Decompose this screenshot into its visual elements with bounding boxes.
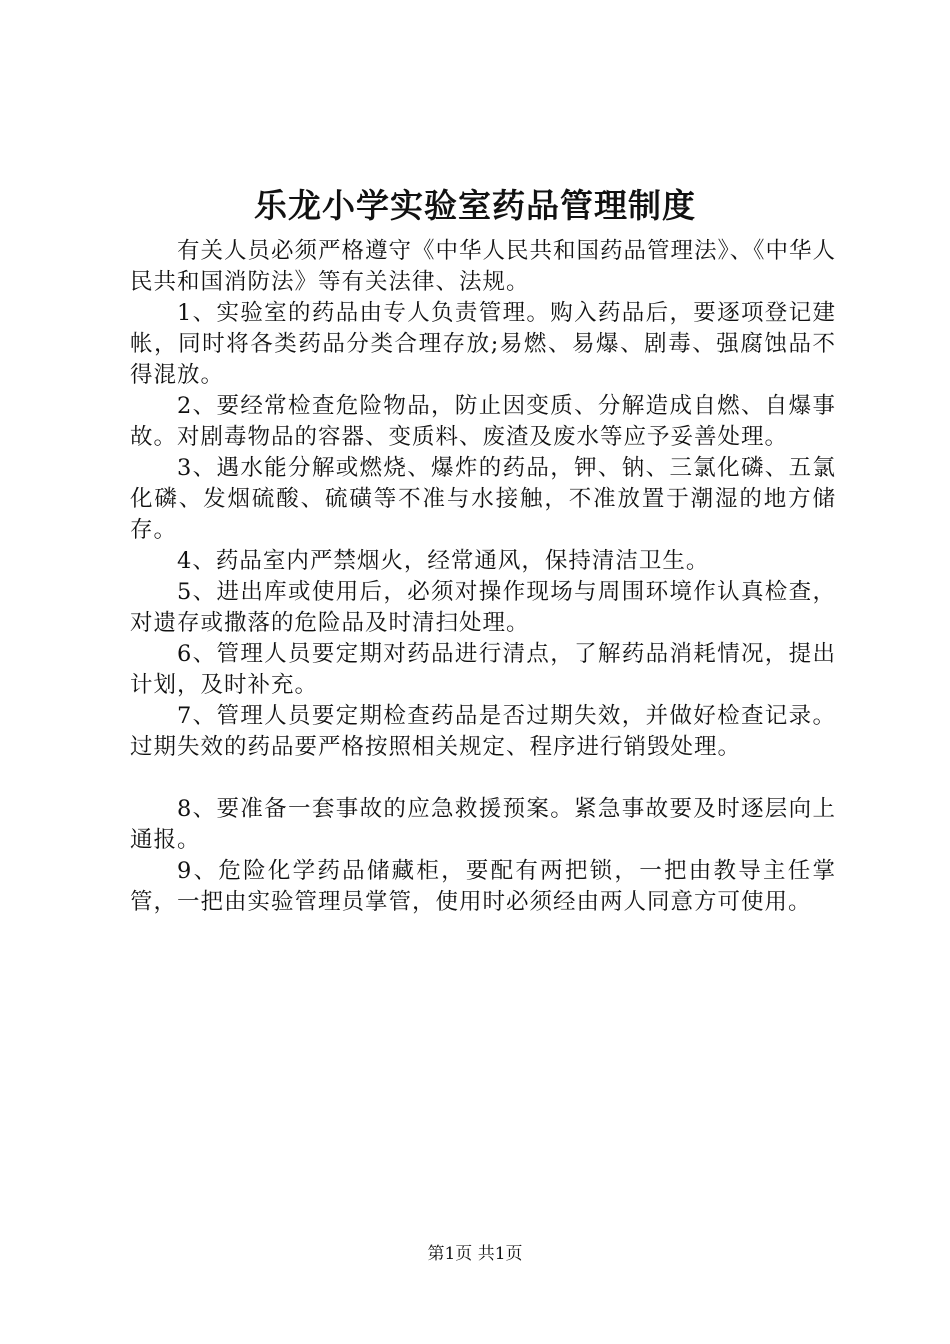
document-title: 乐龙小学实验室药品管理制度 — [254, 186, 696, 225]
document-body — [130, 236, 836, 918]
paragraph-rule-7: 7、管理人员要定期检查药品是否过期失效，并做好检查记录。过期失效的药品要严格按照相关规定、程序进行销毁处理。 — [130, 703, 836, 760]
page-footer: 第1页 共1页 — [427, 1244, 523, 1264]
paragraph-rule-9: 9、危险化学药品储藏柜，要配有两把锁，一把由教导主任掌管，一把由实验管理员掌管，使用时必须经由两人同意方可使用。 — [130, 858, 836, 915]
paragraph-rule-4: 4、药品室内严禁烟火，经常通风，保持清洁卫生。 — [177, 548, 710, 574]
paragraph-rule-5: 5、进出库或使用后，必须对操作现场与周围环境作认真检查，对遗存或撒落的危险品及时清扫处理。 — [130, 579, 836, 636]
paragraph-rule-8: 8、要准备一套事故的应急救援预案。紧急事故要及时逐层向上通报。 — [130, 796, 836, 853]
paragraph-intro: 有关人员必须严格遵守《中华人民共和国药品管理法》、《中华人民共和国消防法》等有关法律、法规。 — [130, 238, 837, 295]
paragraph-rule-1: 1、实验室的药品由专人负责管理。购入药品后，要逐项登记建帐，同时将各类药品分类合理存放;易燃、易爆、剧毒、强腐蚀品不得混放。 — [130, 300, 836, 388]
paragraph-rule-2: 2、要经常检查危险物品，防止因变质、分解造成自燃、自爆事故。对剧毒物品的容器、变质料、废渣及废水等应予妥善处理。 — [130, 393, 836, 450]
paragraph-rule-3: 3、遇水能分解或燃烧、爆炸的药品，钾、钠、三氯化磷、五氯化磷、发烟硫酸、硫磺等不准与水接触，不准放置于潮湿的地方储存。 — [130, 455, 836, 543]
paragraph-rule-6: 6、管理人员要定期对药品进行清点，了解药品消耗情况，提出计划，及时补充。 — [130, 641, 836, 698]
